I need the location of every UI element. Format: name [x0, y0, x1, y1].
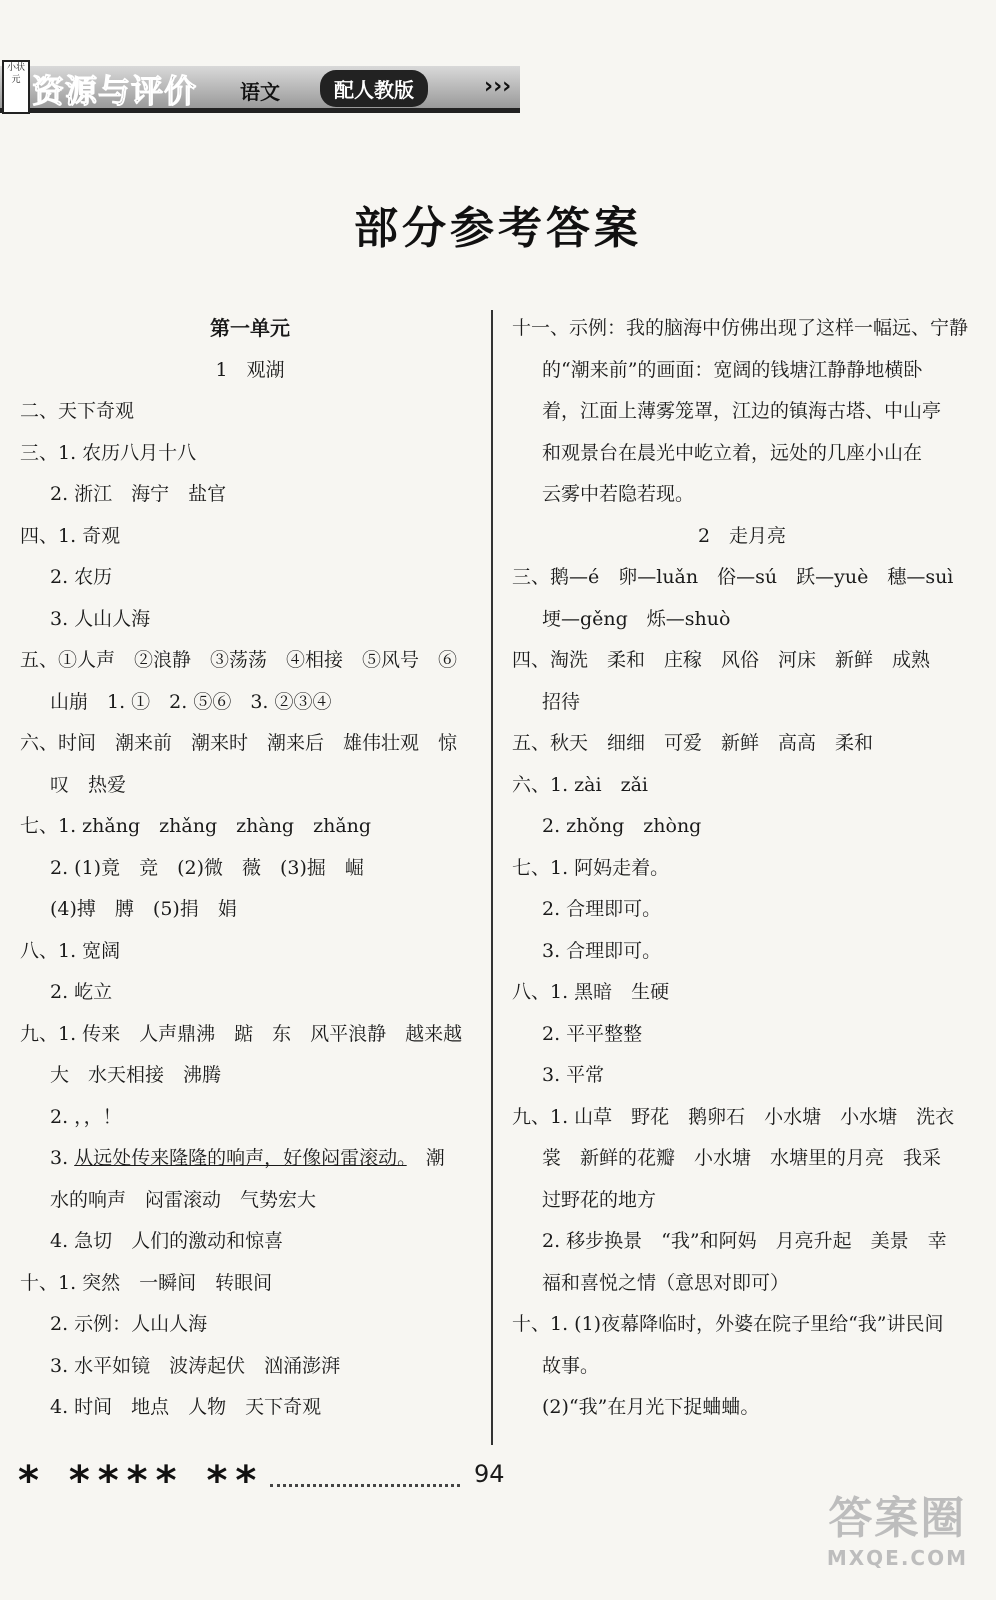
page-number: 94	[474, 1460, 505, 1488]
answer-line: 2. zhǒng zhòng	[542, 815, 702, 837]
answer-line: 三、鹅—é 卵—luǎn 俗—sú 跃—yuè 穗—suì	[512, 566, 954, 588]
answer-line: 3. 从远处传来隆隆的响声，好像闷雷滚动。 潮	[50, 1147, 445, 1169]
subject-tag: 语文	[240, 80, 280, 104]
answer-line: (2)“我”在月光下捉蛐蛐。	[542, 1396, 760, 1418]
answer-line: 2. 示例：人山人海	[50, 1313, 208, 1335]
answer-line: 七、1. zhǎng zhǎng zhàng zhǎng	[20, 815, 372, 837]
answer-line: 3. 平常	[542, 1064, 605, 1086]
answer-line: 第一单元	[210, 316, 290, 340]
edition-badge: 配人教版	[320, 70, 428, 107]
answer-line: 着，江面上薄雾笼罩，江边的镇海古塔、中山亭	[542, 400, 942, 422]
answer-line: 五、①人声 ②浪静 ③荡荡 ④相接 ⑤风号 ⑥	[20, 649, 458, 671]
answer-line: 水的响声 闷雷滚动 气势宏大	[50, 1188, 317, 1211]
answer-line: 十一、示例：我的脑海中仿佛出现了这样一幅远、宁静	[512, 317, 969, 339]
answer-line: 故事。	[542, 1354, 600, 1377]
answer-line: 2. 屹立	[50, 981, 113, 1003]
answer-line: 4. 急切 人们的激动和惊喜	[50, 1230, 284, 1252]
answer-line: (4)搏 膊 (5)捐 娟	[50, 898, 237, 920]
answer-line: 2. 农历	[50, 566, 113, 588]
answer-line: 七、1. 阿妈走着。	[512, 856, 670, 879]
answer-line: 八、1. 黑暗 生硬	[512, 981, 670, 1003]
answer-line: 和观景台在晨光中屹立着，远处的几座小山在	[542, 441, 923, 464]
answer-line: 山崩 1. ① 2. ⑤⑥ 3. ②③④	[50, 690, 332, 713]
answer-line: 2. 合理即可。	[542, 898, 662, 920]
answer-line: 3. 水平如镜 波涛起伏 汹涌澎湃	[50, 1354, 341, 1377]
answer-line: 过野花的地方	[542, 1188, 657, 1211]
answer-line: 大 水天相接 沸腾	[50, 1064, 222, 1086]
right-column	[512, 308, 972, 1429]
page-header	[0, 58, 540, 114]
watermark-url: MXQE.COM	[826, 1546, 968, 1570]
watermark-logo-text: 答案圈	[828, 1493, 967, 1544]
page-title: 部分参考答案	[354, 203, 642, 254]
answer-line: 4. 时间 地点 人物 天下奇观	[50, 1396, 322, 1418]
answer-line: 十、1. 突然 一瞬间 转眼间	[20, 1271, 273, 1294]
answer-line: 的“潮来前”的画面：宽阔的钱塘江静静地横卧	[542, 358, 923, 381]
answer-line: 福和喜悦之情（意思对即可）	[542, 1271, 790, 1294]
answer-line: 2 走月亮	[697, 524, 787, 547]
answer-line: 五、秋天 细细 可爱 新鲜 高高 柔和	[512, 732, 874, 754]
answer-line: 招待	[542, 690, 581, 713]
answer-line: 六、时间 潮来前 潮来时 潮来后 雄伟壮观 惊	[20, 732, 458, 754]
answer-line: 3. 合理即可。	[542, 939, 662, 962]
footer-dotted-line	[270, 1470, 460, 1487]
answer-line: 2. 移步换景 “我”和阿妈 月亮升起 美景 幸	[542, 1230, 947, 1252]
chevron-right-icon: ›››	[484, 74, 512, 99]
answer-line: 四、淘洗 柔和 庄稼 风俗 河床 新鲜 成熟	[512, 649, 931, 671]
left-column	[20, 308, 480, 1429]
answer-line: 3. 人山人海	[50, 607, 151, 630]
answer-line: 云雾中若隐若现。	[542, 483, 695, 505]
answer-line: 2. ，，！	[50, 1105, 122, 1128]
column-divider	[491, 310, 493, 1445]
answer-line: 埂—gěng 烁—shuò	[542, 607, 731, 630]
answer-line: 裳 新鲜的花瓣 小水塘 水塘里的月亮 我采	[542, 1147, 942, 1169]
answer-line: 四、1. 奇观	[20, 524, 121, 547]
answer-line: 十、1. (1)夜幕降临时，外婆在院子里给“我”讲民间	[512, 1313, 944, 1335]
site-watermark	[827, 1482, 968, 1570]
answer-line: 1 观湖	[215, 358, 285, 381]
footer-stars-decoration: * **** **	[18, 1458, 265, 1504]
series-title: 资源与评价	[32, 72, 198, 110]
answer-line: 九、1. 传来 人声鼎沸 踮 东 风平浪静 越来越	[20, 1022, 463, 1045]
answer-line: 六、1. zài zǎi	[512, 773, 648, 796]
answer-line: 二、天下奇观	[20, 400, 135, 422]
answer-line: 2. (1)竟 竞 (2)微 薇 (3)掘 崛	[50, 856, 364, 879]
publisher-logo: 小状元	[2, 60, 30, 114]
answer-line: 九、1. 山草 野花 鹅卵石 小水塘 小水塘 洗衣	[512, 1105, 955, 1128]
answer-line: 叹 热爱	[50, 773, 127, 796]
answer-line: 八、1. 宽阔	[20, 939, 121, 962]
answer-line: 三、1. 农历八月十八	[20, 441, 197, 464]
answer-line: 2. 浙江 海宁 盐官	[50, 483, 227, 505]
answer-line: 2. 平平整整	[542, 1022, 643, 1045]
